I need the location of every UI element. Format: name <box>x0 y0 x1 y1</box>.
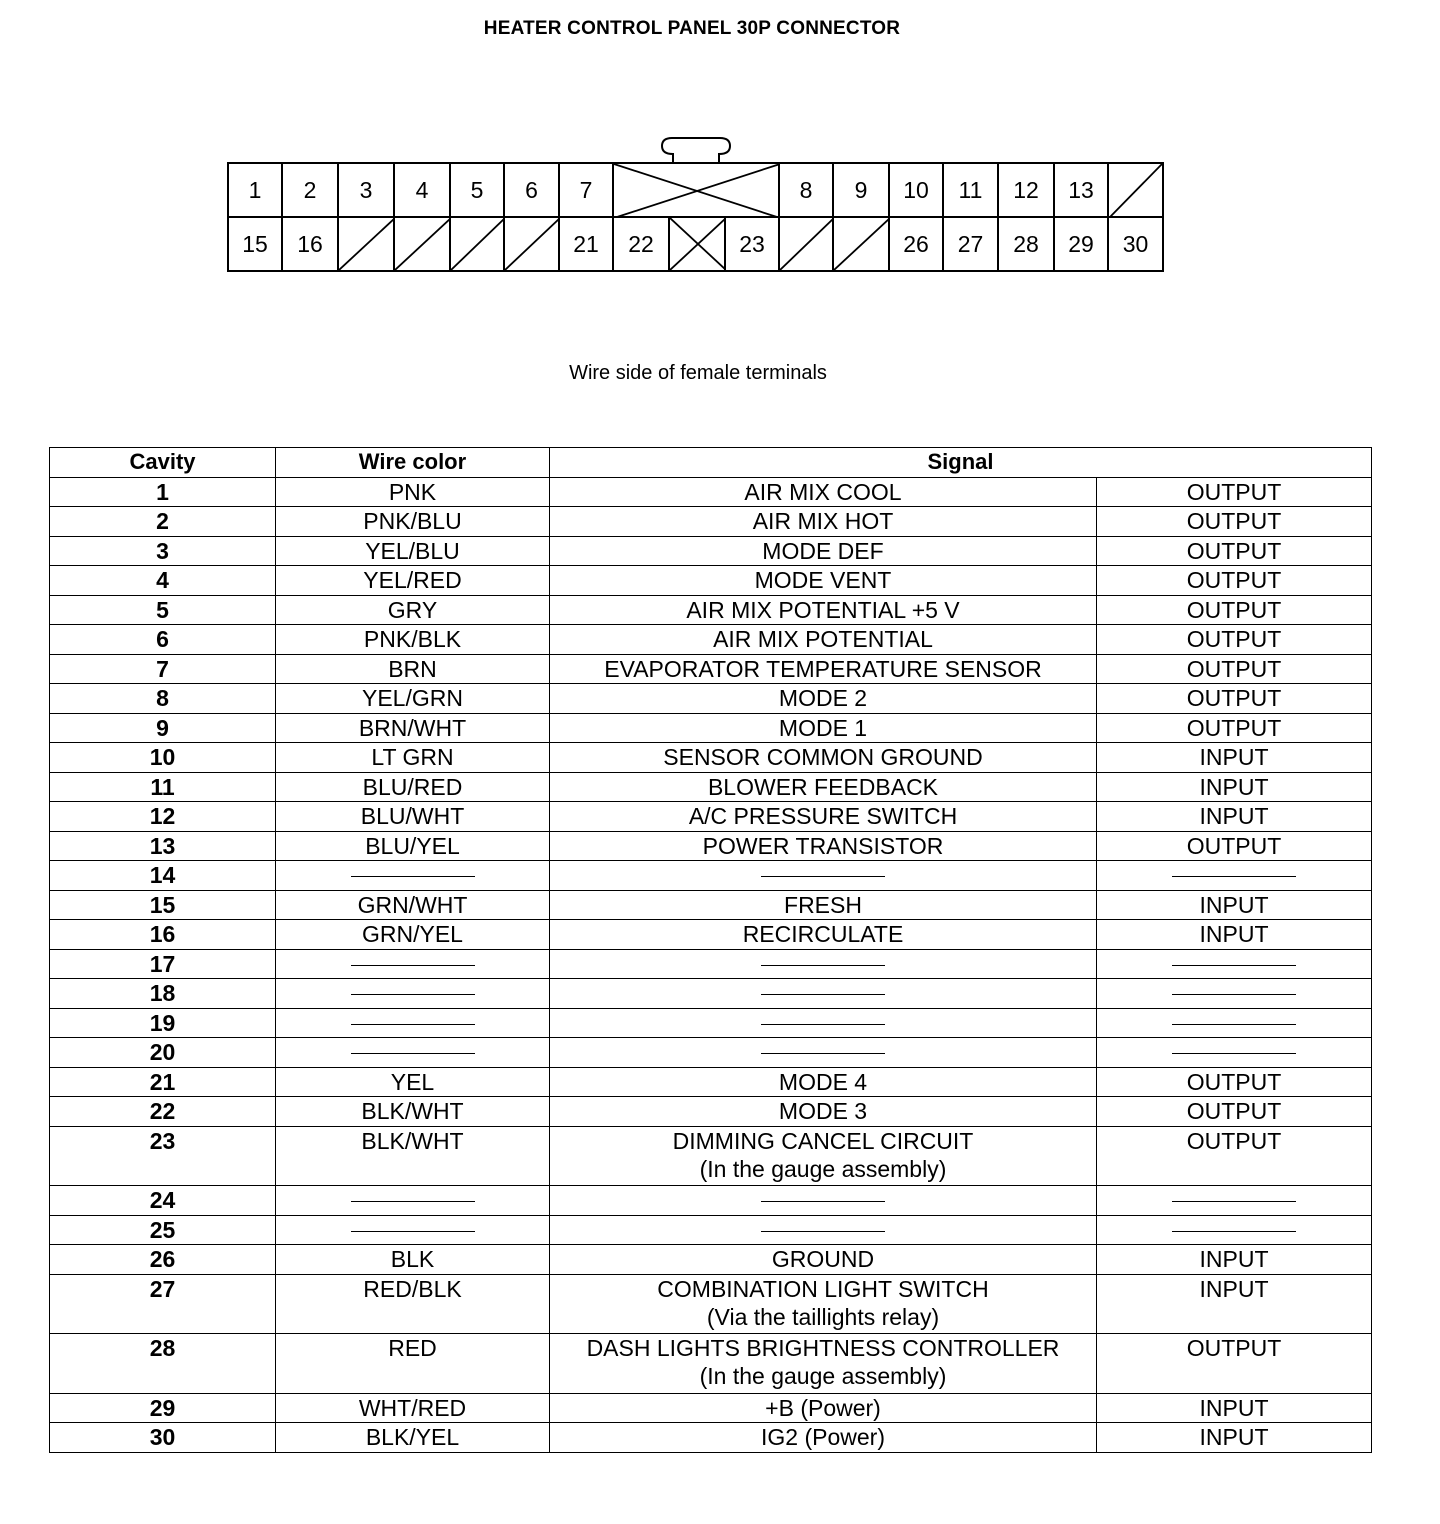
cell-cavity: 9 <box>50 713 276 743</box>
cell-cavity: 23 <box>50 1126 276 1186</box>
cell-wire-color <box>276 831 550 861</box>
empty-dash <box>1172 1231 1296 1232</box>
table-row <box>50 1008 1372 1038</box>
cell-direction <box>1097 1186 1372 1216</box>
cell-direction-text: OUTPUT <box>1186 567 1282 593</box>
cell-direction-text: OUTPUT <box>1186 832 1282 859</box>
cell-signal <box>550 595 1097 625</box>
cell-signal <box>550 713 1097 743</box>
connector-cavity: 16 <box>283 218 339 270</box>
cell-signal <box>550 1126 1097 1186</box>
table-row <box>50 1245 1372 1275</box>
cell-wire-color-text: YEL/BLU <box>365 537 460 564</box>
cell-wire-color-text: GRY <box>387 596 438 623</box>
cell-signal <box>550 949 1097 979</box>
cell-signal <box>550 1393 1097 1423</box>
cell-direction <box>1097 1126 1372 1186</box>
cell-wire-color <box>276 1334 550 1394</box>
cell-wire-color <box>276 979 550 1009</box>
connector-cavity: 26 <box>890 218 944 270</box>
cell-direction-text: OUTPUT <box>1186 508 1282 534</box>
connector-cavity: 11 <box>944 164 999 218</box>
cell-direction-text: INPUT <box>1199 1275 1269 1302</box>
cell-wire-color <box>276 507 550 537</box>
blank-cavity-slash-icon <box>1109 164 1162 218</box>
cell-signal <box>550 684 1097 714</box>
cell-signal-text: RECIRCULATE <box>742 921 904 947</box>
cell-signal <box>550 772 1097 802</box>
empty-dash <box>351 1053 475 1054</box>
connector-cavity: 5 <box>451 164 505 218</box>
cell-wire-color <box>276 477 550 507</box>
cell-direction <box>1097 802 1372 832</box>
connector-cavity-blank <box>395 218 451 270</box>
table-row <box>50 920 1372 950</box>
table-row <box>50 595 1372 625</box>
cell-cavity: 20 <box>50 1038 276 1068</box>
connector-cavity: 13 <box>1055 164 1109 218</box>
cell-direction <box>1097 1393 1372 1423</box>
cell-signal-text: AIR MIX COOL <box>744 478 902 505</box>
cell-wire-color <box>276 1038 550 1068</box>
connector-caption: Wire side of female terminals <box>569 362 827 384</box>
cell-signal-text: MODE DEF <box>762 537 884 564</box>
table-row <box>50 949 1372 979</box>
cell-wire-color <box>276 595 550 625</box>
table-row <box>50 802 1372 832</box>
connector-cavity-blank <box>451 218 505 270</box>
cell-signal <box>550 802 1097 832</box>
cell-signal <box>550 1245 1097 1275</box>
cell-wire-color-text: BLK/YEL <box>365 1424 460 1450</box>
cell-wire-color <box>276 1274 550 1334</box>
cell-signal-text: +B (Power) <box>765 1394 881 1421</box>
cell-signal <box>550 920 1097 950</box>
empty-dash <box>1172 1053 1296 1054</box>
cell-cavity: 30 <box>50 1423 276 1453</box>
cell-signal <box>550 890 1097 920</box>
cell-signal <box>550 536 1097 566</box>
cell-direction <box>1097 713 1372 743</box>
table-row <box>50 1038 1372 1068</box>
empty-dash <box>1172 1024 1296 1025</box>
table-row <box>50 1215 1372 1245</box>
cell-wire-color <box>276 920 550 950</box>
empty-dash <box>761 876 885 877</box>
cell-wire-color-text: BLU/YEL <box>365 832 460 859</box>
connector-cavity: 30 <box>1122 230 1149 257</box>
cell-wire-color <box>276 536 550 566</box>
connector-cavity: 1 <box>229 164 283 218</box>
connector-cavity-blank <box>670 218 726 270</box>
cell-direction <box>1097 979 1372 1009</box>
cell-signal-text: SENSOR COMMON GROUND <box>663 744 983 770</box>
cell-wire-color <box>276 1067 550 1097</box>
cell-direction-text: OUTPUT <box>1186 1127 1282 1154</box>
cell-direction-text: OUTPUT <box>1186 1098 1282 1124</box>
cell-wire-color <box>276 1245 550 1275</box>
cell-direction <box>1097 1097 1372 1127</box>
connector-cavity-blank <box>339 218 395 270</box>
cell-signal <box>550 979 1097 1009</box>
cell-wire-color <box>276 772 550 802</box>
cell-cavity: 21 <box>50 1067 276 1097</box>
blank-cavity-slash-icon <box>505 218 560 270</box>
cell-signal-text: AIR MIX HOT <box>752 508 894 534</box>
cell-direction <box>1097 536 1372 566</box>
cell-signal <box>550 625 1097 655</box>
table-header-row <box>50 448 1372 478</box>
empty-dash <box>1172 965 1296 966</box>
table-row <box>50 477 1372 507</box>
connector-cavity-blank <box>834 218 890 270</box>
cell-direction-text: INPUT <box>1199 1246 1269 1272</box>
empty-dash <box>351 1201 475 1202</box>
connector-cavity-blank <box>614 164 780 218</box>
cell-direction <box>1097 654 1372 684</box>
cell-direction <box>1097 1038 1372 1068</box>
empty-dash <box>761 1053 885 1054</box>
cell-direction <box>1097 1067 1372 1097</box>
table-row <box>50 536 1372 566</box>
cell-wire-color-text: WHT/RED <box>358 1394 467 1421</box>
empty-dash <box>1172 876 1296 877</box>
cell-signal-text: MODE 1 <box>778 714 868 741</box>
empty-dash <box>351 876 475 877</box>
cell-signal-text: MODE VENT <box>754 567 892 593</box>
cell-signal-text: IG2 (Power) <box>761 1424 885 1450</box>
connector-cavity-blank <box>780 218 834 270</box>
cell-wire-color-text: PNK/BLU <box>363 508 462 534</box>
cell-wire-color <box>276 684 550 714</box>
cell-signal-text: COMBINATION LIGHT SWITCH <box>657 1275 989 1302</box>
cell-direction <box>1097 1215 1372 1245</box>
empty-dash <box>1172 994 1296 995</box>
cell-direction-text: OUTPUT <box>1186 655 1282 682</box>
connector-cavity: 10 <box>890 164 944 218</box>
connector-cavity: 22 <box>614 218 670 270</box>
cell-direction-text: INPUT <box>1199 891 1269 918</box>
cell-direction-text: OUTPUT <box>1186 685 1282 711</box>
cell-wire-color <box>276 890 550 920</box>
cell-direction <box>1097 477 1372 507</box>
table-row <box>50 1393 1372 1423</box>
cell-wire-color <box>276 566 550 596</box>
cell-wire-color-text: YEL/RED <box>363 567 462 593</box>
table-row <box>50 1126 1372 1186</box>
cell-cavity: 12 <box>50 802 276 832</box>
connector-cavity: 12 <box>999 164 1055 218</box>
signal-note-text: (Via the taillights relay) <box>706 1303 940 1330</box>
cell-cavity: 29 <box>50 1393 276 1423</box>
pinout-table <box>49 447 1372 1453</box>
connector-cavity: 6 <box>505 164 560 218</box>
table-row <box>50 979 1372 1009</box>
cell-signal <box>550 743 1097 773</box>
connector-cavity: 15 <box>229 218 283 270</box>
empty-dash <box>761 1024 885 1025</box>
cell-direction-text: INPUT <box>1199 803 1269 829</box>
cell-signal <box>550 507 1097 537</box>
cell-wire-color <box>276 861 550 891</box>
cell-cavity: 16 <box>50 920 276 950</box>
cell-signal <box>550 654 1097 684</box>
table-row <box>50 684 1372 714</box>
cell-cavity: 19 <box>50 1008 276 1038</box>
cell-direction-text: OUTPUT <box>1186 626 1282 652</box>
cell-signal <box>550 1186 1097 1216</box>
cell-cavity: 22 <box>50 1097 276 1127</box>
table-row <box>50 1067 1372 1097</box>
table-row <box>50 743 1372 773</box>
empty-dash <box>351 1024 475 1025</box>
cell-direction-text: INPUT <box>1199 773 1269 800</box>
empty-dash <box>351 1231 475 1232</box>
cell-cavity: 27 <box>50 1274 276 1334</box>
table-row <box>50 625 1372 655</box>
table-row <box>50 1186 1372 1216</box>
cell-wire-color <box>276 1215 550 1245</box>
cell-cavity: 13 <box>50 831 276 861</box>
cell-wire-color <box>276 1126 550 1186</box>
cell-wire-color-text: BLK/WHT <box>361 1098 464 1124</box>
empty-dash <box>351 994 475 995</box>
cell-cavity: 14 <box>50 861 276 891</box>
connector-cavity: 8 <box>780 164 834 218</box>
header-cavity: Cavity <box>50 448 276 478</box>
cell-signal-text: MODE 4 <box>778 1068 868 1095</box>
blank-cavity-slash-icon <box>395 218 451 270</box>
connector-cavity: 3 <box>339 164 395 218</box>
cell-signal <box>550 1274 1097 1334</box>
connector-cavity: 27 <box>944 218 999 270</box>
cell-wire-color-text: BRN/WHT <box>358 714 467 741</box>
cell-wire-color-text: BLU/RED <box>362 773 463 800</box>
cell-wire-color-text: GRN/YEL <box>362 921 463 947</box>
cell-signal-text: A/C PRESSURE SWITCH <box>688 803 958 829</box>
table-row <box>50 1423 1372 1453</box>
cell-direction <box>1097 861 1372 891</box>
signal-note-text: (In the gauge assembly) <box>699 1155 947 1182</box>
connector-cavity: 28 <box>999 218 1055 270</box>
cell-signal-text: GROUND <box>771 1246 875 1272</box>
cell-cavity: 10 <box>50 743 276 773</box>
cell-direction <box>1097 595 1372 625</box>
cell-wire-color-text: BLK <box>390 1246 435 1272</box>
cell-wire-color <box>276 713 550 743</box>
connector-cavity: 23 <box>726 218 780 270</box>
cell-direction-text: OUTPUT <box>1186 1335 1282 1361</box>
diagram-title: HEATER CONTROL PANEL 30P CONNECTOR <box>483 18 901 39</box>
cell-signal <box>550 477 1097 507</box>
cell-signal <box>550 1097 1097 1127</box>
cell-direction-text: OUTPUT <box>1186 714 1282 741</box>
blank-cavity-slash-icon <box>451 218 505 270</box>
cell-wire-color-text: BRN <box>388 655 437 682</box>
cell-signal-text: DASH LIGHTS BRIGHTNESS CONTROLLER <box>586 1335 1060 1361</box>
cell-cavity: 11 <box>50 772 276 802</box>
empty-dash <box>761 1201 885 1202</box>
empty-dash <box>761 994 885 995</box>
cell-cavity: 17 <box>50 949 276 979</box>
cell-signal <box>550 1067 1097 1097</box>
cell-cavity: 26 <box>50 1245 276 1275</box>
cell-wire-color <box>276 625 550 655</box>
cell-direction <box>1097 1274 1372 1334</box>
cell-direction <box>1097 949 1372 979</box>
cell-wire-color-text: RED <box>388 1335 437 1361</box>
cell-direction <box>1097 566 1372 596</box>
cell-direction <box>1097 1008 1372 1038</box>
header-signal: Signal <box>550 448 1372 478</box>
table-row <box>50 1097 1372 1127</box>
cell-direction-text: INPUT <box>1199 1424 1269 1450</box>
blank-cavity-slash-icon <box>834 218 890 270</box>
blank-cavity-cross-icon <box>614 164 780 218</box>
connector-cavity: 9 <box>834 164 890 218</box>
connector-cavity: 7 <box>560 164 614 218</box>
cell-direction-text: OUTPUT <box>1186 596 1282 623</box>
cell-wire-color <box>276 1423 550 1453</box>
cell-direction <box>1097 1245 1372 1275</box>
cell-wire-color-text: BLU/WHT <box>360 803 465 829</box>
cell-signal-text: MODE 3 <box>778 1098 868 1124</box>
cell-direction <box>1097 772 1372 802</box>
cell-wire-color <box>276 1186 550 1216</box>
empty-dash <box>761 965 885 966</box>
cell-cavity: 1 <box>50 477 276 507</box>
cell-cavity: 25 <box>50 1215 276 1245</box>
signal-note-text: (In the gauge assembly) <box>699 1363 947 1389</box>
cell-signal-text: AIR MIX POTENTIAL <box>713 626 933 652</box>
table-row <box>50 861 1372 891</box>
table-row <box>50 713 1372 743</box>
blank-cavity-cross-icon <box>670 218 726 270</box>
connector-cavity-blank <box>505 218 560 270</box>
cell-cavity: 3 <box>50 536 276 566</box>
empty-dash <box>351 965 475 966</box>
cell-wire-color <box>276 1008 550 1038</box>
cell-cavity: 7 <box>50 654 276 684</box>
table-row <box>50 1334 1372 1394</box>
cell-signal <box>550 1423 1097 1453</box>
blank-cavity-slash-icon <box>339 218 395 270</box>
table-row <box>50 566 1372 596</box>
cell-signal <box>550 1008 1097 1038</box>
cell-wire-color <box>276 743 550 773</box>
table-row <box>50 772 1372 802</box>
cell-wire-color-text: LT GRN <box>371 744 454 770</box>
cell-direction <box>1097 1423 1372 1453</box>
connector-cavity: 21 <box>560 218 614 270</box>
cell-direction <box>1097 890 1372 920</box>
cell-direction-text: OUTPUT <box>1186 537 1282 564</box>
empty-dash <box>1172 1201 1296 1202</box>
connector-cavity: 2 <box>283 164 339 218</box>
cell-cavity: 15 <box>50 890 276 920</box>
cell-direction <box>1097 743 1372 773</box>
blank-cavity-slash-icon <box>780 218 834 270</box>
cell-direction <box>1097 920 1372 950</box>
cell-direction <box>1097 507 1372 537</box>
cell-cavity: 2 <box>50 507 276 537</box>
cell-signal-text: BLOWER FEEDBACK <box>707 773 939 800</box>
cell-cavity: 4 <box>50 566 276 596</box>
cell-signal-text: AIR MIX POTENTIAL +5 V <box>686 596 960 623</box>
cell-wire-color <box>276 1097 550 1127</box>
cell-direction-text: OUTPUT <box>1186 1068 1282 1095</box>
cell-direction <box>1097 625 1372 655</box>
header-wire-color: Wire color <box>276 448 550 478</box>
cell-direction <box>1097 831 1372 861</box>
connector-cavity: 4 <box>395 164 451 218</box>
connector-lock-tab <box>660 136 732 164</box>
cell-signal <box>550 1215 1097 1245</box>
cell-direction-text: INPUT <box>1199 921 1269 947</box>
table-row <box>50 831 1372 861</box>
table-row <box>50 507 1372 537</box>
cell-signal-text: MODE 2 <box>778 685 868 711</box>
cell-cavity: 28 <box>50 1334 276 1394</box>
cell-wire-color-text: PNK/BLK <box>363 626 462 652</box>
cell-direction <box>1097 684 1372 714</box>
cell-cavity: 24 <box>50 1186 276 1216</box>
connector-cavity: 29 <box>1055 218 1109 270</box>
cell-wire-color-text: BLK/WHT <box>361 1127 464 1154</box>
table-row <box>50 890 1372 920</box>
cell-wire-color <box>276 949 550 979</box>
table-row <box>50 654 1372 684</box>
cell-direction <box>1097 1334 1372 1394</box>
connector-face <box>227 162 1164 272</box>
cell-wire-color-text: RED/BLK <box>363 1275 462 1302</box>
cell-wire-color <box>276 654 550 684</box>
cell-cavity: 6 <box>50 625 276 655</box>
cell-direction-text: OUTPUT <box>1186 478 1282 505</box>
cell-direction-text: INPUT <box>1199 1394 1269 1421</box>
cell-signal <box>550 1334 1097 1394</box>
cell-signal <box>550 566 1097 596</box>
cell-signal-text: POWER TRANSISTOR <box>702 832 944 859</box>
connector-cavity-blank <box>1109 164 1162 218</box>
cell-wire-color <box>276 802 550 832</box>
cell-wire-color-text: YEL <box>390 1068 435 1095</box>
cell-cavity: 18 <box>50 979 276 1009</box>
cell-signal-text: FRESH <box>784 891 862 918</box>
cell-wire-color-text: PNK <box>388 478 437 505</box>
cell-wire-color-text: GRN/WHT <box>357 891 468 918</box>
table-row <box>50 1274 1372 1334</box>
cell-direction-text: INPUT <box>1199 744 1269 770</box>
cell-signal-text: DIMMING CANCEL CIRCUIT <box>672 1127 974 1154</box>
cell-cavity: 8 <box>50 684 276 714</box>
cell-signal <box>550 1038 1097 1068</box>
cell-signal-text: EVAPORATOR TEMPERATURE SENSOR <box>604 655 1042 682</box>
cell-wire-color <box>276 1393 550 1423</box>
cell-signal <box>550 861 1097 891</box>
cell-signal <box>550 831 1097 861</box>
empty-dash <box>761 1231 885 1232</box>
cell-wire-color-text: YEL/GRN <box>362 685 463 711</box>
cell-cavity: 5 <box>50 595 276 625</box>
